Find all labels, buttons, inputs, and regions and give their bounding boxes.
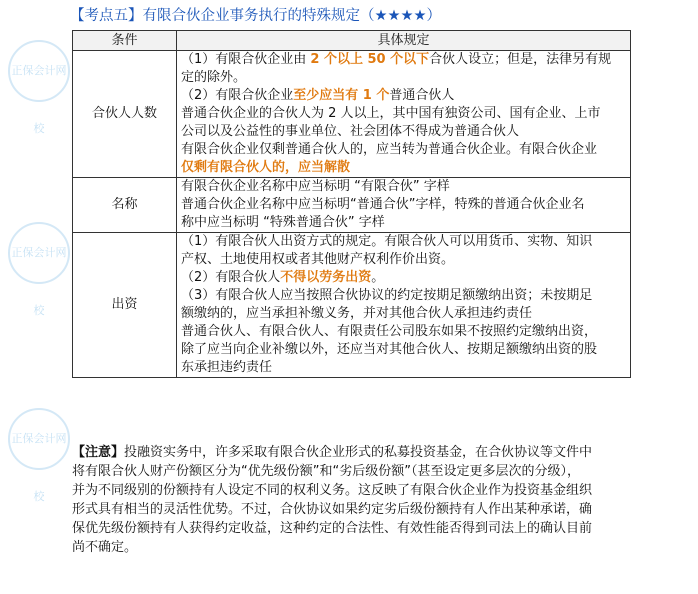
note-line bbox=[72, 481, 632, 500]
rule-text: 称中应当标明 “特殊普通合伙” 字样 bbox=[181, 215, 385, 230]
note-text: 形式具有相当的灵活性优势。不过，合伙协议如果约定劣后级份额持有人作出某种承诺，确 bbox=[72, 502, 593, 517]
rule-text: （3）有限合伙人应当按照合伙协议的约定按期足额缴纳出资；未按期足 bbox=[181, 288, 593, 303]
rule-text: 普通合伙人、有限合伙人、有限责任公司股东如果不按照约定缴纳出资， bbox=[181, 324, 598, 339]
rule-line bbox=[181, 305, 630, 323]
rule-text: 额缴纳的，应当承担补缴义务，并对其他合伙人承担违约责任 bbox=[181, 306, 533, 321]
watermark-logo: 正保会计网校 bbox=[8, 408, 70, 470]
rule-text: 除了应当向企业补缴以外，还应当对其他合伙人、按期足额缴纳出资的股 bbox=[181, 342, 598, 357]
rule-text: 公司以及公益性的事业单位、社会团体不得成为普通合伙人 bbox=[181, 124, 520, 139]
note-text: 尚不确定。 bbox=[72, 540, 138, 555]
rule-line bbox=[181, 87, 630, 105]
rule-line bbox=[181, 269, 630, 287]
rule-line bbox=[181, 323, 630, 341]
rule-text: 。 bbox=[371, 270, 385, 285]
watermark-logo: 正保会计网校 bbox=[8, 40, 70, 102]
note-line bbox=[72, 519, 632, 538]
rule-line bbox=[181, 123, 630, 141]
row-condition: 合伙人人数 bbox=[73, 51, 177, 178]
note-paragraph bbox=[72, 443, 632, 557]
rule-line bbox=[181, 359, 630, 377]
rule-text: （2）有限合伙人 bbox=[181, 270, 281, 285]
note-line bbox=[72, 538, 632, 557]
row-rules bbox=[177, 51, 631, 178]
table-row bbox=[73, 51, 631, 178]
highlight-text: 不得以劳务出资 bbox=[280, 270, 372, 285]
row-condition: 名称 bbox=[73, 178, 177, 233]
rule-text: 有限合伙企业仅剩普通合伙人的，应当转为普通合伙企业。有限合伙企业 bbox=[181, 142, 598, 157]
rule-text: 东承担违约责任 bbox=[181, 360, 273, 375]
rule-line bbox=[181, 159, 630, 177]
watermark-logo: 正保会计网校 bbox=[8, 222, 70, 284]
row-rules bbox=[177, 233, 631, 378]
rule-text: 普通合伙人 bbox=[389, 88, 455, 103]
rule-text: 合伙人设立；但是，法律另有规 bbox=[429, 52, 612, 67]
rule-line bbox=[181, 69, 630, 87]
table-row bbox=[73, 233, 631, 378]
rule-text: 有限合伙企业名称中应当标明 “有限合伙” 字样 bbox=[181, 179, 450, 194]
rule-text: 普通合伙企业的合伙人为 2 人以上，其中国有独资公司、国有企业、上市 bbox=[181, 106, 601, 121]
row-condition: 出资 bbox=[73, 233, 177, 378]
note-text: 投融资实务中，许多采取有限合伙企业形式的私募投资基金，在合伙协议等文件中 bbox=[124, 445, 593, 460]
note-line bbox=[72, 462, 632, 481]
rule-line bbox=[181, 287, 630, 305]
header-condition: 条件 bbox=[73, 31, 177, 51]
note-text: 将有限合伙人财产份额区分为“优先级份额”和“劣后级份额”（甚至设定更多层次的分级）， bbox=[72, 464, 580, 479]
rule-text: （1）有限合伙企业由 bbox=[181, 52, 311, 67]
rule-line bbox=[181, 341, 630, 359]
highlight-text: 仅剩有限合伙人的，应当解散 bbox=[181, 160, 351, 175]
table-row bbox=[73, 178, 631, 233]
rule-line bbox=[181, 51, 630, 69]
section-title: 【考点五】有限合伙企业事务执行的特殊规定（★★★★） bbox=[70, 8, 441, 24]
note-tag: 【注意】 bbox=[72, 445, 125, 460]
row-rules bbox=[177, 178, 631, 233]
rule-text: 普通合伙企业名称中应当标明“普通合伙”字样，特殊的普通合伙企业名 bbox=[181, 197, 585, 212]
rule-text: （2）有限合伙企业 bbox=[181, 88, 294, 103]
note-text: 并为不同级别的份额持有人设定不同的权利义务。这反映了有限合伙企业作为投资基金组织 bbox=[72, 483, 593, 498]
rule-line bbox=[181, 178, 630, 196]
rule-text: （1）有限合伙人出资方式的规定。有限合伙人可以用货币、实物、知识 bbox=[181, 234, 593, 249]
rule-line bbox=[181, 251, 630, 269]
table-header-row bbox=[73, 31, 631, 51]
note-line bbox=[72, 500, 632, 519]
note-line bbox=[72, 443, 632, 462]
rules-table bbox=[72, 30, 631, 378]
rule-line bbox=[181, 141, 630, 159]
highlight-text: 至少应当有 1 个 bbox=[293, 88, 390, 103]
highlight-text: 2 个以上 50 个以下 bbox=[310, 52, 430, 67]
rule-line bbox=[181, 196, 630, 214]
rule-text: 产权、土地使用权或者其他财产权利作价出资。 bbox=[181, 252, 455, 267]
note-text: 保优先级份额持有人获得约定收益，这种约定的合法性、有效性能否得到司法上的确认目前 bbox=[72, 521, 593, 536]
rule-line bbox=[181, 105, 630, 123]
rule-line bbox=[181, 214, 630, 232]
header-rules: 具体规定 bbox=[177, 31, 631, 51]
rule-line bbox=[181, 233, 630, 251]
rule-text: 定的除外。 bbox=[181, 70, 247, 85]
